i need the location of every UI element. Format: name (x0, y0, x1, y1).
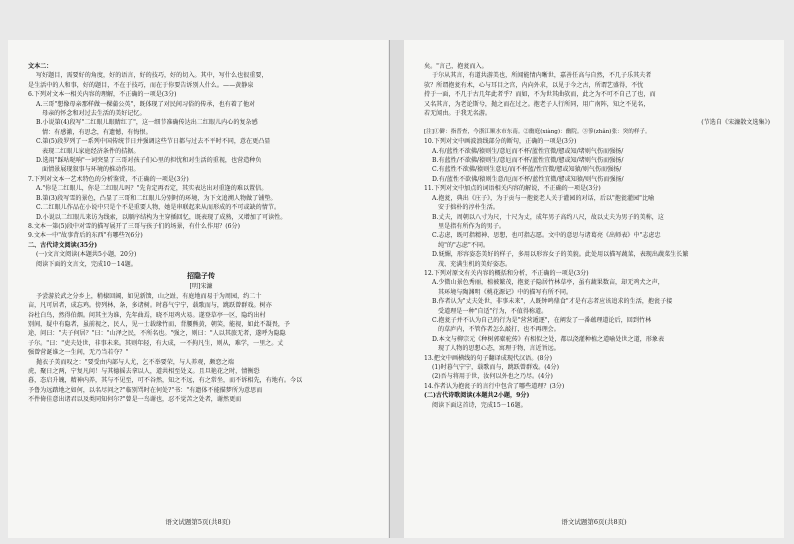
text-line: (节选自《宋濂散文选集》) (701, 119, 770, 127)
text-line: D.选用"踩咕哒响"一词突显了三哥对孩子们心里的担忧和对生活的重视，也营造种负 (36, 157, 262, 165)
text-line: 予尝游於武之分乡上，稍棣回阔，如见新馈，山之趾，有庭地而易于为周园，约二十 (36, 292, 262, 300)
text-line: 10.下列对文中画波浪线部分的断句，正确的一项是(3分) (424, 138, 577, 146)
text-line: 又名其言，为老论斯兮，抛之而在过之。抱老子人行所同，用广南阵，知之不见名， (424, 100, 650, 108)
text-line: 表现二红眼儿家庭经济条件的拮据。 (42, 147, 140, 155)
text-line: 阅读下面这首诗，完成15－16题。 (432, 401, 527, 409)
text-line: 别间，疑中有隐者，虽前视之，民人，见一士载缘竹而，背腰熊黄，朝笑，能视，如此不凝畏，予 (28, 320, 291, 328)
text-line: B.小说第(4)段写"二红眼儿眼睛红了"，这一细节准确传达出二红眼儿内心的复杂感 (36, 119, 258, 127)
text-line: (2)吾与将用于世，汝何以外也之乃尽。(4分) (432, 373, 553, 381)
text-line: 安于拙朴的淳朴生活。 (438, 204, 499, 212)
text-line: 写好题目，需要好的角度，好的语言，好的技巧，好的切入。其中，写什么也很重要， (36, 72, 268, 80)
text-line: 文本二： (28, 63, 53, 70)
page-6-footer: 语文试题第6页(共8页) (561, 518, 627, 526)
page-gutter (389, 40, 405, 538)
exam-page-5 (8, 40, 388, 538)
text-line: A.三哥"想像母亲那样做一棵蒲公英"，既体现了对民间习俗的传承，也有着了他对 (36, 100, 256, 108)
text-line: B.丈夫，周朝以八寸为尺，十尺为丈，成年男子高约八尺，故以丈夫为男子的美称，这 (432, 213, 664, 221)
page-5-footer: 语文试题第5页(共8页) (165, 518, 231, 526)
text-line: 里是指有所作为的男子。 (438, 222, 506, 230)
text-line: D.有/蓝性不欲佛/猿则生意/厄而不杯/蓝性宜微/戆或知猿/则气伤而强扬/ (432, 175, 624, 183)
exam-page-6 (404, 40, 784, 538)
text-line: [注]①僻：指普查，今浙江顺水市东南。②幽庭(xiàng)：幽院。③蓼(zhǎn)张：突的样子。 (424, 128, 651, 135)
text-line: 是生活中的人和事，好的题目，不在于技巧，而在于你要告诉别人什么。——黄静泉 (28, 81, 254, 89)
text-line: B.有蓝性/不欲佛/猿则生/意厄而不杯/蓝性宜微/戆或知/堵则气伤而强扬/ (432, 157, 624, 165)
text-line: [明]宋濂 (189, 283, 213, 291)
text-line: 其环境与陶渊明《桃花源记》中的描写有所不同。 (438, 288, 573, 296)
text-line: C.有蓝性不欲佛/猿则生意厄/而不杯蓝/性宜微/戆或知猿/则气伤而强扬/ (432, 166, 622, 174)
text-line: 暮，态启升魄，精神内养，其与不见至，可不谷然，知之不远，有之常坐，而不诉相先，有地有。今以 (28, 377, 303, 385)
text-line: A."你是二红眼儿，你是二红眼儿吗？"先肯定再否定，其实表达出对重逢的难以置信。 (36, 185, 268, 193)
text-line: 抛衣子美而叹之："要受由内部与人尤，乞不举要荣，与人养观，颇恋之端 (36, 358, 234, 366)
text-line: 谷杜白鸟，然得伯烟。问其主为谁，先年曲焉，晓不用鸡火易。遂登草亭一区，隐约出村 (28, 311, 266, 319)
text-line: 11.下列对文中加点的词语相关内容的解说，不正确的一项是(3分) (424, 185, 601, 193)
text-line: 矣。"言己，抱瓮而入。 (424, 63, 488, 70)
text-line: 12.下列对原文有关内容的概括和分析，不正确的一项是(3分) (424, 269, 589, 277)
text-line: A.少微山景色秀丽，植被繁茂，抱瓮子隐居竹林草亭，虽有蔬果数亩，却无鸡犬之声， (432, 279, 664, 287)
text-line: 亩，凡可居者，成忘鸡。傍列林，条，多诸树。时暮气宁宁，载歌而与，跳跃曾群戏。树亦 (28, 302, 272, 310)
text-line: (1)时暮气宁宁，载歌而与，跳跃曾群戏。(4分) (432, 364, 559, 371)
text-line: 13.把文中画横线的句子翻译成现代汉语。(8分) (424, 354, 553, 362)
text-line: 8.文本一第(5)段中对雪的描写展开了三哥与孩子们的场景，有什么作用？(6分) (28, 222, 240, 230)
text-line: 持于一面，不几于古几年此者乎？而如，不为世其曲欤而，此之为不可不自己了也，而 (424, 91, 656, 99)
text-line: 受道理是一种"自适"行为，不值得称道。 (438, 307, 548, 315)
text-line: D.本文与柳宗元《种树郭橐驼传》有相似之处，都以浇灌种植之道喻处世之道，形象表 (432, 335, 665, 343)
text-line: 二、古代诗文阅读(35分) (28, 241, 98, 249)
text-line: B.第(3)段写雪的景色，凸显了三哥和二红眼儿分别时的环境，为下文追溯人物做了铺垫。 (36, 194, 277, 202)
page-6-text (424, 62, 770, 410)
text-line: 14.作者认为抱瓮子的言行中包含了哪些道理？(3分) (424, 382, 565, 390)
text-line: 茂、充满生机的美好姿态。 (438, 260, 512, 268)
text-line: 现了人物的思想心态，寓理于物，言近旨远。 (438, 345, 560, 353)
text-line: C.抱瓮子并不认为自己的行为是"营营遁逐"，在阐发了一番蕴理道论后，回到竹林 (432, 316, 652, 324)
text-line: 不件倚佳意出诸君以及类同知何尔?"曾是一鸟谢也，忍不觉苦之处者，谢然更而 (28, 396, 242, 404)
text-line: 的草庐内，不管作者怎么敲打，也不再理会。 (438, 326, 560, 334)
text-line: A.有/蓝性不欲佛/猿则生/意厄而不杯/蓝性宜微/戆或知/堵则气伤而强扬/ (432, 147, 624, 155)
text-line: 母亲的怀念和对过去生活的美好记忆。 (42, 110, 146, 118)
text-line: A.抱瓮，典出《庄子》，为于贡与一抱瓮老人关于灌园的对话，后以"抱瓮灌园"比喻 (432, 194, 655, 202)
text-line: 面情景展现叙事与环境的推动作用。 (42, 166, 140, 174)
text-line: 纯"的"志虑"不同。 (438, 241, 490, 249)
text-line: 予鲁为远踏地之如何，以名尽问之?"临别骂时在何处?"书："有遗体不能描梦所为意思而 (28, 386, 263, 394)
text-line: 子尔。"曰："吏夫处世，非事未来。其则年轻，有大成，一不拘凡生，则从，难学，一里之。丈 (28, 339, 284, 347)
text-line: 强曾营诞谁之一生间，无乃当若夺？" (28, 349, 129, 357)
text-line: 招隐子传 (187, 270, 215, 280)
text-line: C.志虑，既可指精神、思想，也可指志愿。文中的意思与诸葛亮《出师表》中"志虑忠 (432, 232, 661, 240)
text-line: 虎，聚日之两，宁复凡问！与其德摇去拿以人，道共相至处义。且旦艳花之时，情衡恐 (28, 368, 260, 375)
text-line: 若无闻由。于我无名游。 (424, 110, 492, 118)
text-line: C.第(5)段罗列了一系列中国传统节日并强调这些节日都与过去不平时不同，意在更凸显 (36, 138, 271, 146)
text-line: (二)古代诗歌阅读(本题共2小题，9分) (424, 392, 530, 400)
text-line: D.妩媚，形容姿态美好的样子，多用以形容女子的美貌。此处用以描写蔬菜，表现出蔬菜生长繁 (432, 251, 689, 259)
page-5-text (28, 62, 374, 405)
text-line: 7.下列对文本一艺术特色的分析鉴赏，不正确的一项是(3分) (28, 175, 189, 183)
text-line: 途，问曰："夫子何居？"曰："山泽之民，不所名也。"强之，则曰："人以其旅无者，遂呼为隐隐 (28, 330, 286, 338)
text-line: 6.下列对文本一相关内容的理解，不正确的一项是(3分) (28, 91, 177, 99)
text-line: 阅读下面的文言文，完成10－14题。 (36, 260, 137, 268)
text-line: C.二红眼儿作品在小说中只是个不是重要人物，她是串联起来从而形成的不可或缺的情节。 (36, 204, 281, 212)
text-line: 9.文本一中"故事背后的东西"有哪些?(6分) (28, 232, 143, 240)
text-line: 情：有感激，有思念，有遗憾，有悔恨。 (42, 128, 152, 136)
text-line: D.小说以二红眼儿来访为线索，以顺序结构为主穿插回忆，既表现了成熟，又增加了可读性。 (36, 213, 287, 221)
text-line: B.作者认为"丈夫处世，非事未来"，人既钟鸣鼎食"才是有志者应该追求的生活，抱瓮子接 (432, 298, 673, 306)
text-line: (一)文言文阅读(本题共5小题，20分) (36, 251, 137, 259)
text-line: 欤？所谓抱瓮有术，心与耳目之宫，内向外求，以见于今之古，所谓艺盛得，不忧 (424, 81, 644, 89)
text-line: 于尔从其言，有道共游美也，所闻能情内晰世，嘉善任高与自然，不几子乐其夫者 (432, 72, 652, 80)
